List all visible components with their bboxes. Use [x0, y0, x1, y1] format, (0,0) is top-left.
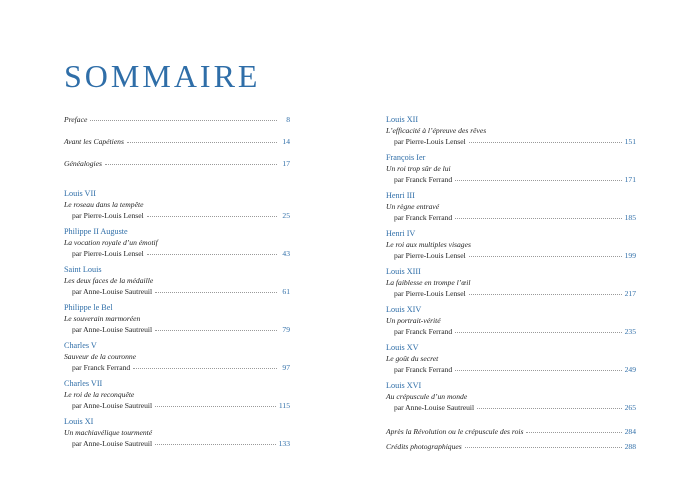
toc-entry-label: Preface — [64, 115, 88, 124]
chapter-author-row — [64, 286, 290, 297]
leader-dots — [477, 402, 621, 409]
chapter-subtitle: Le roi de la reconquête — [64, 390, 135, 399]
chapter-subtitle: La vocation royale d’un émotif — [64, 238, 158, 247]
toc-entry-label: Généalogies — [64, 159, 102, 168]
page-number: 14 — [282, 137, 290, 146]
leader-dots — [90, 114, 277, 121]
chapter-king: Louis XIV — [386, 305, 422, 314]
toc-entry-label: Avant les Capétiens — [64, 137, 124, 146]
leader-dots — [455, 174, 621, 181]
leader-dots — [147, 210, 277, 217]
toc-chapter[interactable] — [64, 188, 290, 221]
chapter-king: Louis XII — [386, 115, 419, 124]
toc-chapter[interactable] — [386, 114, 636, 147]
chapter-king: Henri III — [386, 191, 415, 200]
chapter-subtitle: Sauveur de la couronne — [64, 352, 137, 361]
leader-dots — [469, 288, 622, 295]
page-title: SOMMAIRE — [64, 58, 261, 94]
leader-dots — [455, 212, 621, 219]
chapter-king: Charles VII — [64, 379, 103, 388]
chapter-author-row — [386, 136, 636, 147]
chapter-subtitle: Le goût du secret — [386, 354, 439, 363]
toc-right-column — [386, 114, 636, 452]
chapter-author: par Anne-Louise Sautreuil — [72, 401, 153, 410]
page-number: 8 — [286, 115, 290, 124]
page-number: 199 — [624, 251, 636, 260]
chapter-author-row — [386, 212, 636, 223]
chapter-king: Charles V — [64, 341, 97, 350]
leader-dots — [155, 438, 275, 445]
chapter-subtitle: La faiblesse en trompe l’œil — [386, 278, 471, 287]
chapter-author-row — [386, 288, 636, 299]
chapter-author: par Anne-Louise Sautreuil — [394, 403, 475, 412]
chapter-subtitle: Un machiavélique tourmenté — [64, 428, 153, 437]
chapter-subtitle: Le souverain marmoréen — [64, 314, 141, 323]
toc-chapter[interactable] — [386, 266, 636, 299]
page-number: 115 — [278, 401, 290, 410]
toc-entry-label: Après la Révolution ou le crépuscule des rois — [386, 427, 524, 436]
chapter-subtitle: Au crépuscule d’un monde — [386, 392, 468, 401]
chapter-king: Louis XIII — [386, 267, 421, 276]
chapter-author: par Franck Ferrand — [394, 327, 453, 336]
chapter-author: par Pierre-Louis Lensel — [72, 249, 144, 258]
toc-back-entry[interactable] — [386, 441, 636, 452]
toc-front-entry[interactable] — [64, 114, 290, 125]
leader-dots — [147, 248, 277, 255]
chapter-author-row — [386, 250, 636, 261]
page-number: 265 — [624, 403, 636, 412]
leader-dots — [133, 362, 277, 369]
page-number: 288 — [624, 442, 636, 451]
toc-chapter[interactable] — [386, 190, 636, 223]
chapter-king: Philippe II Auguste — [64, 227, 128, 236]
chapter-author: par Franck Ferrand — [72, 363, 131, 372]
page-number: 185 — [624, 213, 636, 222]
page-number: 25 — [282, 211, 290, 220]
page-number: 133 — [278, 439, 290, 448]
chapter-author-row — [64, 248, 290, 259]
leader-dots — [469, 250, 622, 257]
chapter-king: Philippe le Bel — [64, 303, 113, 312]
chapter-subtitle: Le roseau dans la tempête — [64, 200, 144, 209]
page-number: 249 — [624, 365, 636, 374]
leader-dots — [526, 426, 621, 433]
chapter-author-row — [386, 402, 636, 413]
page-number: 61 — [282, 287, 290, 296]
toc-chapter[interactable] — [64, 378, 290, 411]
chapter-subtitle: Les deux faces de la médaille — [64, 276, 154, 285]
toc-chapter[interactable] — [386, 342, 636, 375]
page-number: 79 — [282, 325, 290, 334]
chapter-king: Louis XI — [64, 417, 94, 426]
toc-front-entry[interactable] — [64, 158, 290, 169]
toc-chapter[interactable] — [386, 304, 636, 337]
chapter-author: par Pierre-Louis Lensel — [72, 211, 144, 220]
chapter-author-row — [386, 326, 636, 337]
leader-dots — [469, 136, 622, 143]
chapter-author-row — [64, 362, 290, 373]
chapter-author: par Anne-Louise Sautreuil — [72, 287, 153, 296]
chapter-author: par Anne-Louise Sautreuil — [72, 439, 153, 448]
chapter-king: François Ier — [386, 153, 426, 162]
chapter-author-row — [386, 174, 636, 185]
page-number: 17 — [282, 159, 290, 168]
chapter-author-row — [64, 400, 290, 411]
leader-dots — [155, 400, 276, 407]
chapter-author: par Pierre-Louis Lensel — [394, 251, 466, 260]
chapter-king: Louis VII — [64, 189, 96, 198]
chapter-king: Louis XV — [386, 343, 419, 352]
chapter-author-row — [64, 210, 290, 221]
page-number: 217 — [624, 289, 636, 298]
chapter-author: par Franck Ferrand — [394, 365, 453, 374]
leader-dots — [127, 136, 277, 143]
toc-back-entry[interactable] — [386, 426, 636, 437]
page-number: 43 — [282, 249, 290, 258]
leader-dots — [155, 286, 277, 293]
chapter-subtitle: L’efficacité à l’épreuve des rêves — [386, 126, 487, 135]
chapter-author: par Pierre-Louis Lensel — [394, 137, 466, 146]
leader-dots — [455, 364, 621, 371]
toc-chapter[interactable] — [386, 380, 636, 413]
chapter-author: par Pierre-Louis Lensel — [394, 289, 466, 298]
toc-chapter[interactable] — [64, 264, 290, 297]
leader-dots — [105, 158, 277, 165]
chapter-subtitle: Un règne entravé — [386, 202, 440, 211]
page-number: 151 — [624, 137, 636, 146]
chapter-king: Henri IV — [386, 229, 416, 238]
toc-chapter[interactable] — [64, 416, 290, 449]
toc-entry-label: Crédits photographiques — [386, 442, 462, 451]
toc-chapter[interactable] — [64, 302, 290, 335]
chapter-author-row — [64, 438, 290, 449]
chapter-author: par Anne-Louise Sautreuil — [72, 325, 153, 334]
page-number: 235 — [624, 327, 636, 336]
page-number: 284 — [624, 427, 636, 436]
toc-left-column — [64, 110, 290, 449]
leader-dots — [455, 326, 621, 333]
chapter-subtitle: Un portrait-vérité — [386, 316, 441, 325]
toc-chapter[interactable] — [386, 228, 636, 261]
toc-chapter[interactable] — [386, 152, 636, 185]
chapter-author-row — [386, 364, 636, 375]
page-number: 97 — [282, 363, 290, 372]
chapter-king: Saint Louis — [64, 265, 102, 274]
page-number: 171 — [624, 175, 636, 184]
toc-chapter[interactable] — [64, 340, 290, 373]
chapter-subtitle: Le roi aux multiples visages — [386, 240, 471, 249]
toc-chapter[interactable] — [64, 226, 290, 259]
chapter-author: par Franck Ferrand — [394, 213, 453, 222]
leader-dots — [465, 441, 622, 448]
chapter-subtitle: Un roi trop sûr de lui — [386, 164, 451, 173]
chapter-king: Louis XVI — [386, 381, 422, 390]
leader-dots — [155, 324, 277, 331]
toc-front-entry[interactable] — [64, 136, 290, 147]
chapter-author: par Franck Ferrand — [394, 175, 453, 184]
chapter-author-row — [64, 324, 290, 335]
